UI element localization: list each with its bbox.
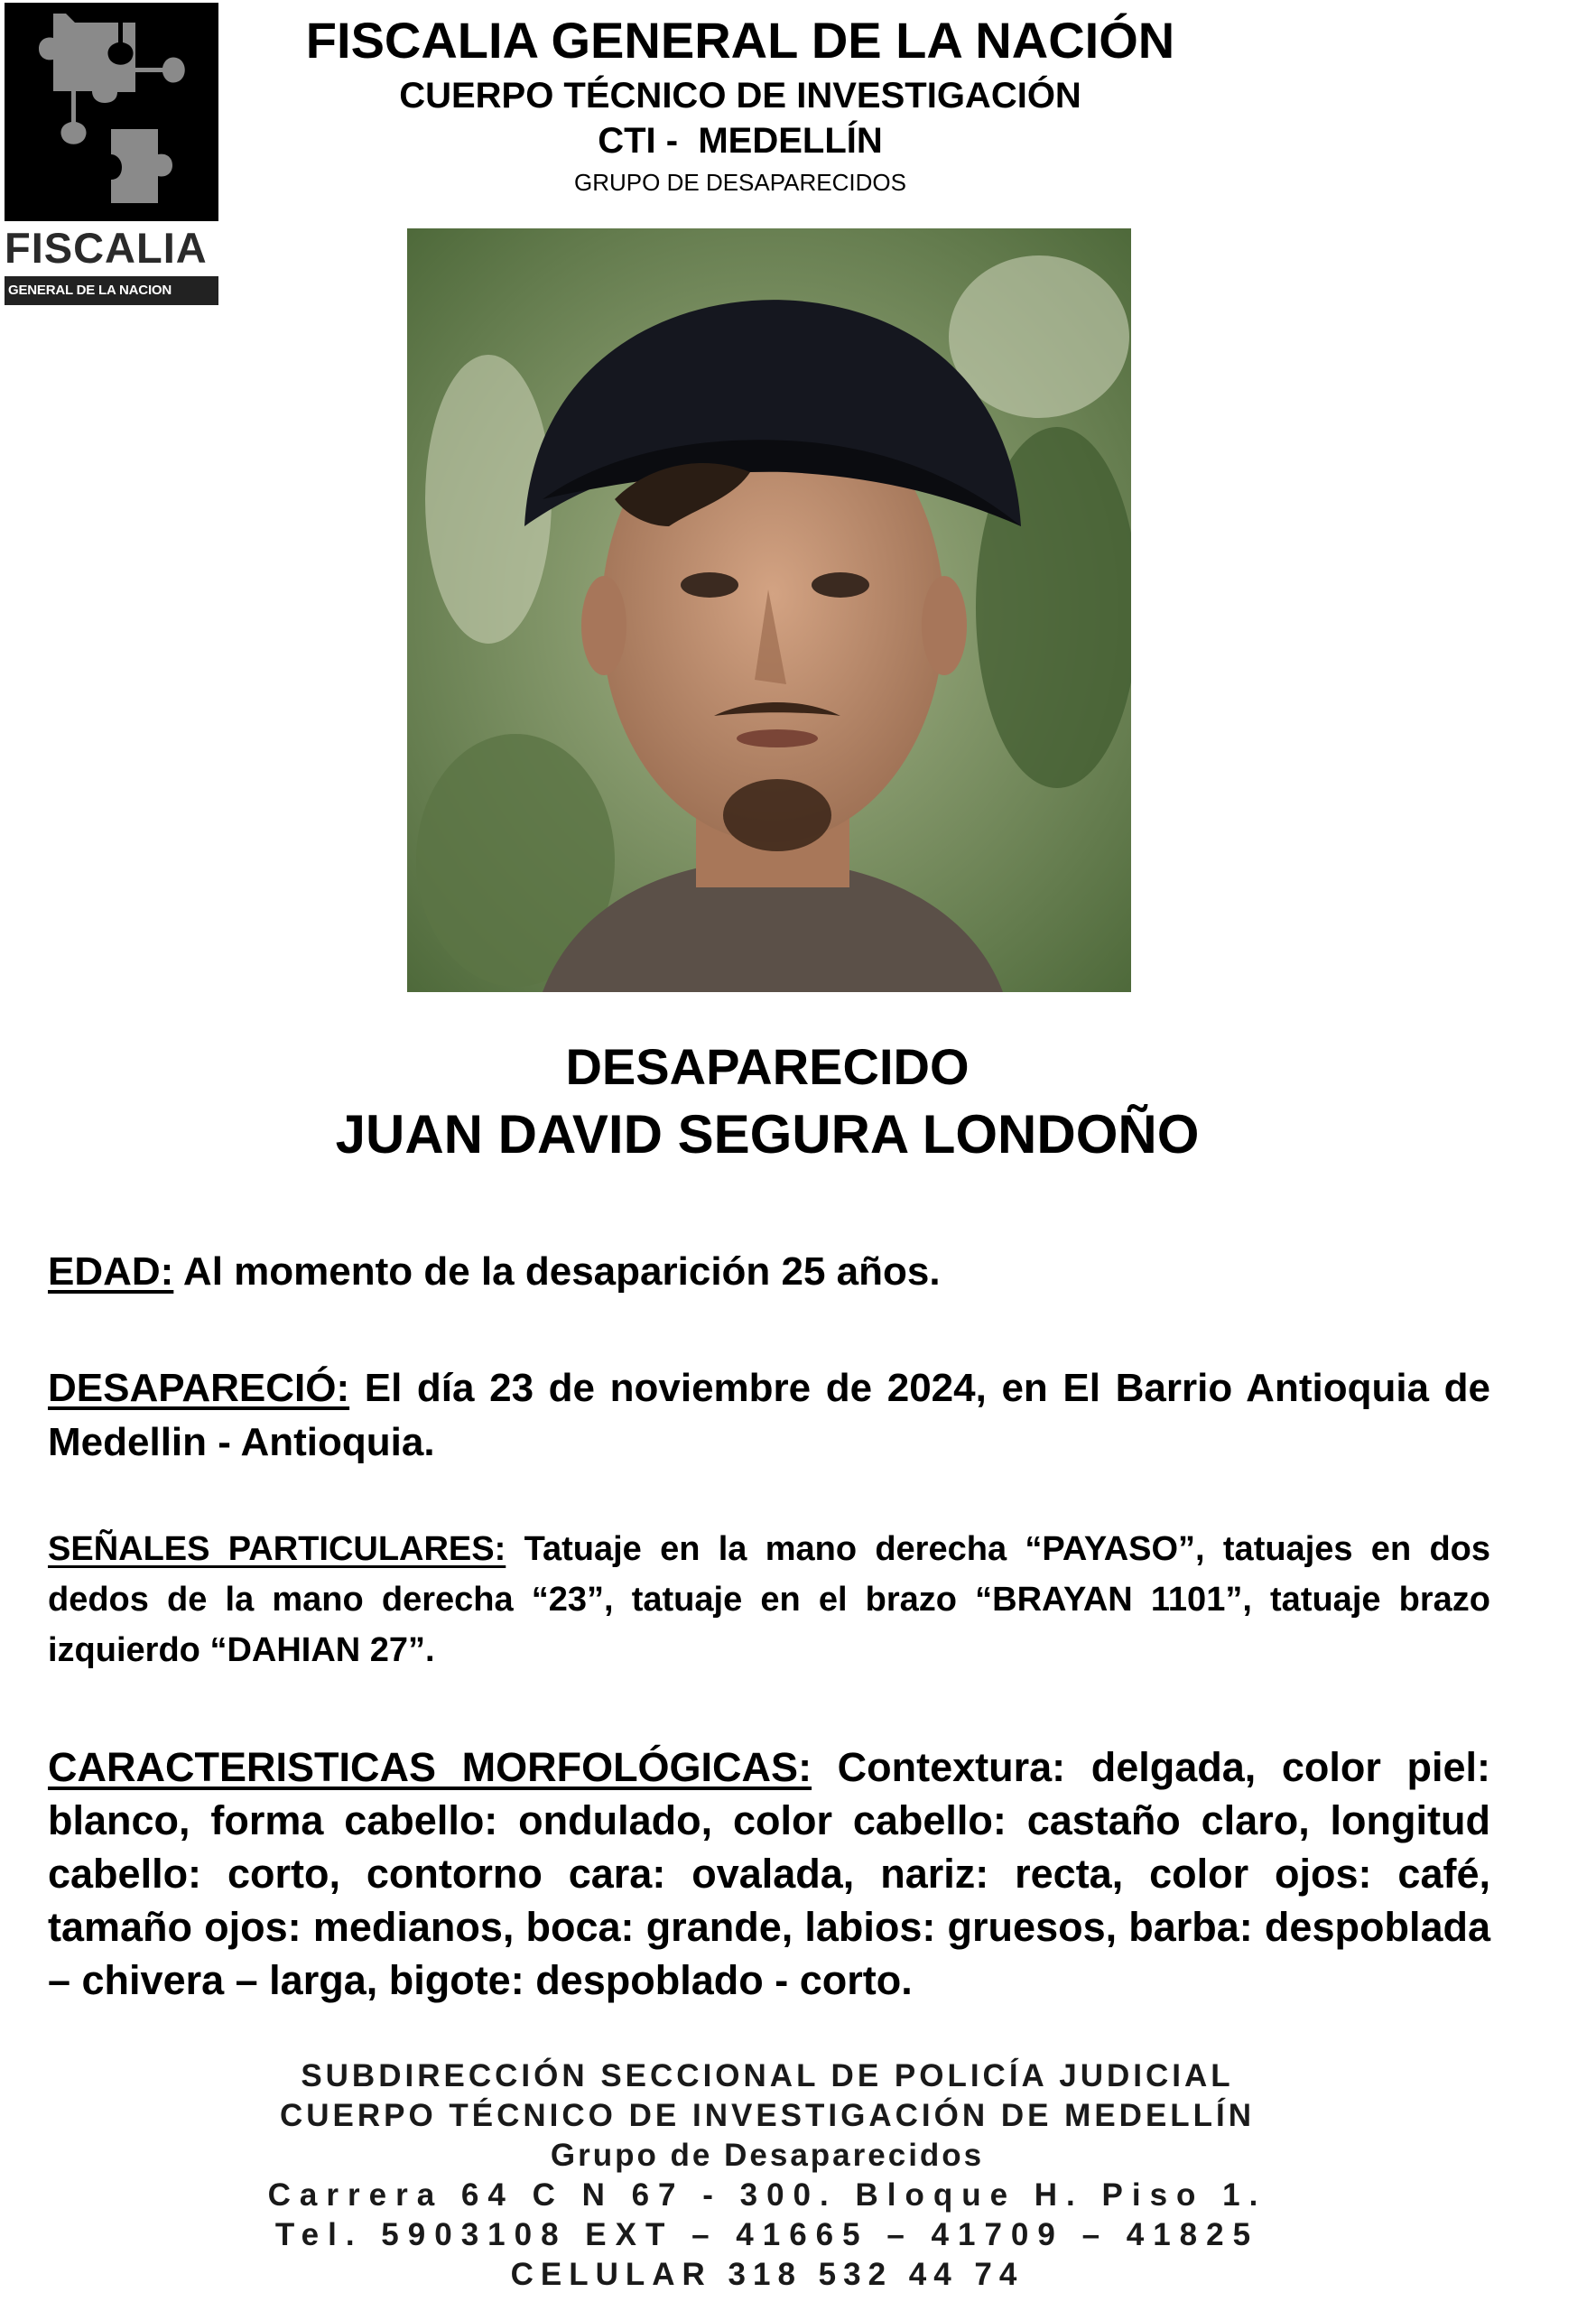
footer-line-address: Carrera 64 C N 67 - 300. Bloque H. Piso 1. <box>267 2177 1267 2213</box>
field-distinguishing-marks-value: Tatuaje en la mano derecha “PAYASO”, tatuajes en dos dedos de la mano derecha “23”, tatuaje en el brazo “BRAYAN 1101”, tatuaje brazo izquierdo “DAHIAN 27”. <box>48 1530 1490 1669</box>
field-disappeared <box>48 1361 1490 1470</box>
person-name: JUAN DAVID SEGURA LONDOÑO <box>335 1104 1200 1165</box>
footer-line-phone: Tel. 5903108 EXT – 41665 – 41709 – 41825 <box>274 2217 1260 2252</box>
field-morphology-value: Contextura: delgada, color piel: blanco, forma cabello: ondulado, color cabello: castaño claro, longitud cabello: corto, contorno cara: ovalada, nariz: recta, color ojos: café, tamaño ojos: medianos, boca: grande, labios: gruesos, barba: despoblada – chivera – larga, bigote: despoblado - corto. <box>48 1744 1490 2003</box>
field-disappeared-label: DESAPARECIÓ: <box>48 1366 350 1410</box>
field-age-value: Al momento de la desaparición 25 años. <box>173 1249 941 1294</box>
footer-line-cti: CUERPO TÉCNICO DE INVESTIGACIÓN DE MEDELLÍN <box>279 2098 1256 2133</box>
footer-line-subdireccion: SUBDIRECCIÓN SECCIONAL DE POLICÍA JUDICIAL <box>301 2058 1234 2093</box>
header-group: GRUPO DE DESAPARECIDOS <box>574 168 906 196</box>
field-distinguishing-marks <box>48 1524 1490 1675</box>
field-distinguishing-marks-label: SEÑALES PARTICULARES: <box>48 1530 506 1568</box>
field-age <box>48 1246 1490 1298</box>
contact-footer <box>0 2056 1535 2295</box>
field-morphology <box>48 1740 1490 2007</box>
header-unit: CUERPO TÉCNICO DE INVESTIGACIÓN <box>399 75 1081 116</box>
logo-wordmark: FISCALIA <box>5 224 208 272</box>
status-heading: DESAPARECIDO <box>565 1038 970 1095</box>
header-city: CTI - MEDELLÍN <box>598 120 883 161</box>
field-morphology-label: CARACTERISTICAS MORFOLÓGICAS: <box>48 1744 812 1790</box>
field-disappeared-value: El día 23 de noviembre de 2024, en El Barrio Antioquia de Medellin - Antioquia. <box>48 1366 1490 1464</box>
missing-person-photo <box>407 228 1131 992</box>
puzzle-piece-icon <box>5 3 218 221</box>
footer-line-mobile: CELULAR 318 532 44 74 <box>510 2257 1025 2292</box>
header <box>271 13 1210 195</box>
logo-subtitle: GENERAL DE LA NACION <box>5 276 218 305</box>
footer-line-group: Grupo de Desaparecidos <box>550 2138 985 2173</box>
logo-emblem <box>5 3 218 221</box>
fiscalia-logo <box>5 3 218 306</box>
poster-title <box>0 1036 1535 1167</box>
field-age-label: EDAD: <box>48 1249 174 1294</box>
header-organization: FISCALIA GENERAL DE LA NACIÓN <box>305 12 1175 69</box>
